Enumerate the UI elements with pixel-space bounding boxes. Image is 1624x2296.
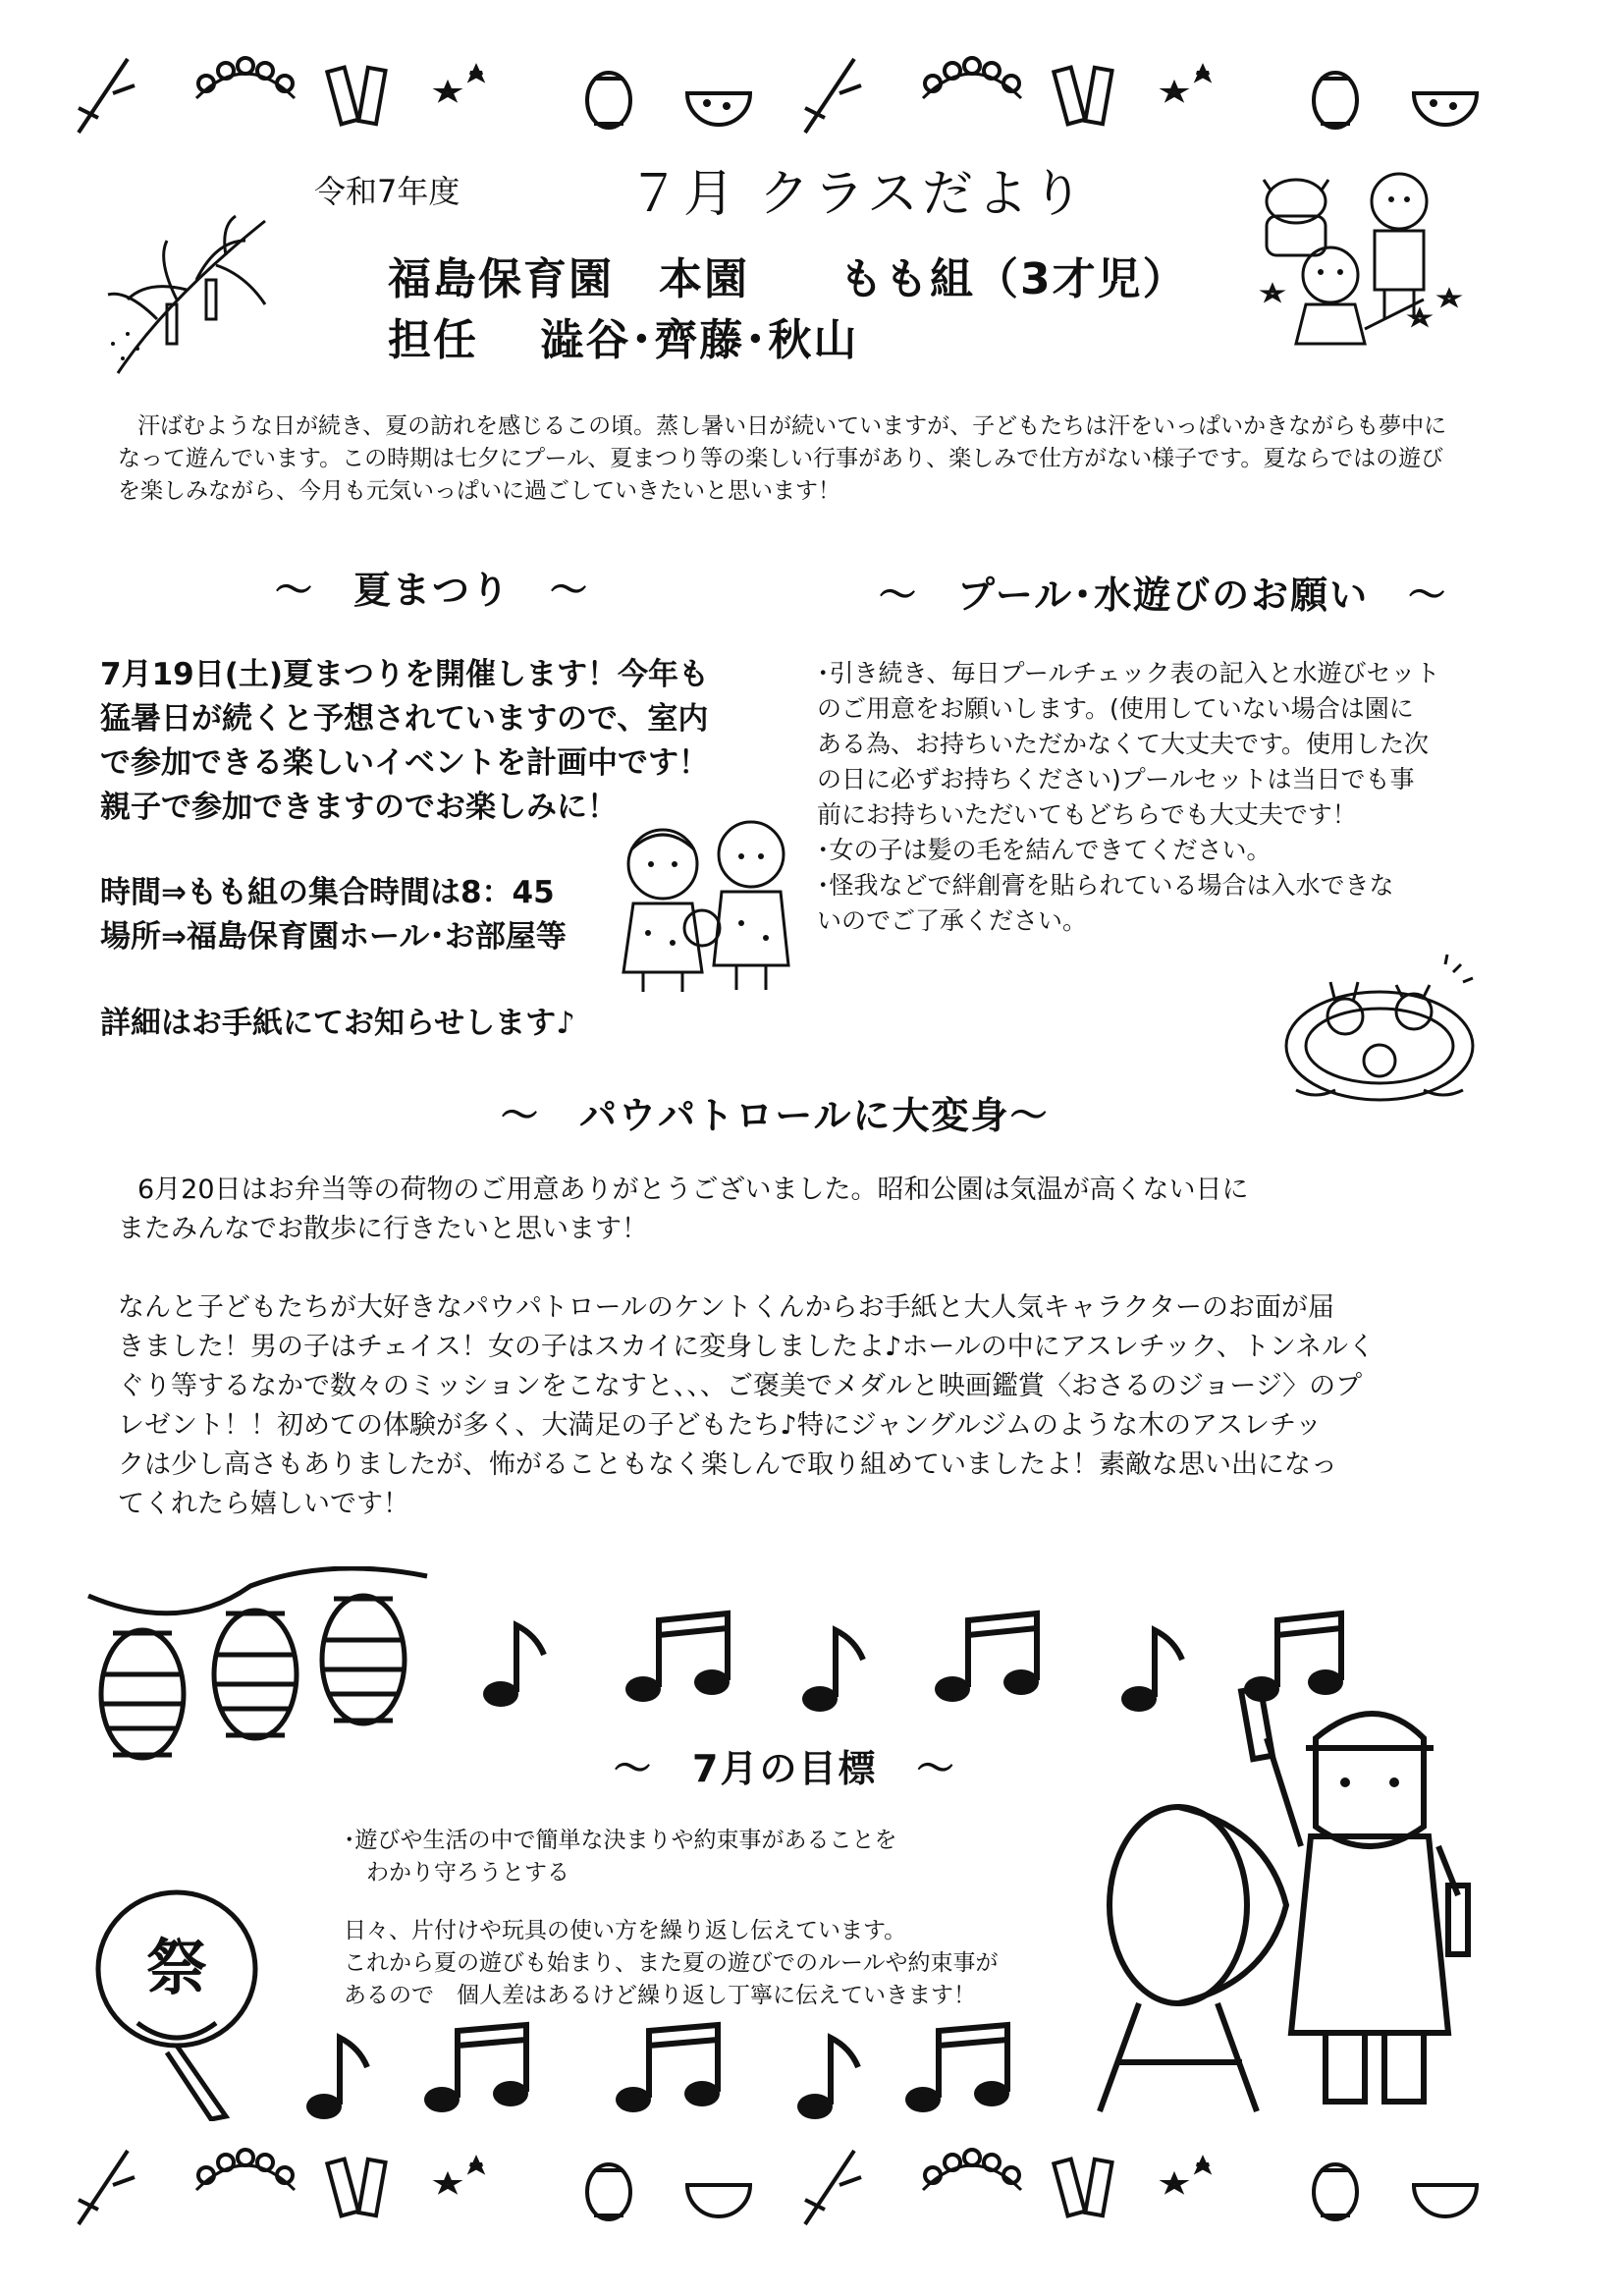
bottom-summer-border (59, 2131, 1512, 2239)
pool-heading: ～ プール･水遊びのお願い ～ (879, 574, 1448, 617)
top-summer-border (59, 39, 1512, 147)
page-title: ７月 クラスだより (628, 165, 1087, 224)
paw-line: ぐり等するなかで数々のミッションをこなすと、、、ご褒美でメダルと映画鑑賞〈おさるのジョージ〉のプ (118, 1371, 1363, 1401)
music-note-icon (424, 2025, 528, 2112)
summer-border-icon (59, 2131, 1512, 2239)
paw-line: クは少し高さもありましたが、怖がることもなく楽しんで取り組めていましたよ！素敵な思い出になっ (118, 1449, 1337, 1480)
pool-animals-icon (1276, 953, 1483, 1115)
fan-label: 祭 (145, 1932, 208, 2003)
paw-line: なんと子どもたちが大好きなパウパトロールのケントくんからお手紙と大人気キャラクターのお面が届 (118, 1292, 1335, 1323)
festival-time: 時間⇒もも組の集合時間は8：45 (100, 875, 555, 910)
paw-line: きました！男の子はチェイス！女の子はスカイに変身しましたよ♪ホールの中にアスレチック、トンネルく (118, 1332, 1376, 1362)
pool-line: ･怪我などで絆創膏を貼られている場合は入水できな (817, 871, 1394, 900)
goals-note (344, 1915, 1090, 2012)
pool-body (817, 656, 1504, 939)
summer-border-icon (59, 39, 1512, 147)
music-notes-bottom (295, 2003, 1060, 2131)
summer-festival-body (100, 653, 768, 830)
pool-line: いのでご了承ください。 (817, 906, 1088, 935)
music-note-icon (905, 2025, 1009, 2112)
music-note-icon (625, 1613, 730, 1702)
teacher-line: 担任 澁谷･齊藤･秋山 (388, 315, 859, 365)
goal-note-line: これから夏の遊びも始まり、また夏の遊びでのルールや約束事が (344, 1950, 999, 1976)
music-note-icon (616, 2025, 720, 2112)
festival-place: 場所⇒福島保育園ホール･お部屋等 (100, 919, 567, 955)
festival-line: で参加できる楽しいイベントを計画中です！ (100, 745, 709, 781)
festival-line: 親子で参加できますのでお楽しみに！ (100, 790, 618, 825)
paw-line: レゼント！！初めての体験が多く、大満足の子どもたち♪特にジャングルジムのような木のアスレチッ (118, 1410, 1323, 1441)
summer-festival-heading: ～ 夏まつり ～ (275, 569, 590, 612)
lantern-garland-icon (83, 1566, 437, 1792)
goal-line: ･遊びや生活の中で簡単な決まりや約束事があることを (344, 1828, 897, 1853)
goal-line: わかり守ろうとする (344, 1860, 569, 1886)
pool-line: のご用意をお願いします。(使用していない場合は園に (817, 694, 1414, 723)
intro-paragraph: 汗ばむような日が続き、夏の訪れを感じるこの頃。蒸し暑い日が続いていますが、子どもたちは汗をいっぱいかきながらも夢中になって遊んでいます。この時期は七夕にプール、夏まつり等の楽しい行事があり、楽しみで仕方がない様子です。夏ならではの遊びを楽しみながら、今月も元気いっぱいに過ごしていきたいと思います！ (118, 413, 1447, 504)
fiscal-year: 令和7年度 (314, 173, 460, 210)
goal-note-line: 日々、片付けや玩具の使い方を繰り返し伝えています。 (344, 1918, 907, 1943)
taiko-drummer-icon (1060, 1679, 1502, 2131)
music-note-icon (935, 1613, 1039, 1702)
music-note-icon (306, 2038, 367, 2119)
orihime-hikoboshi-icon (1247, 162, 1473, 358)
goals-heading: ～ 7月の目標 ～ (614, 1747, 956, 1790)
paw-line: てくれたら嬉しいです！ (118, 1489, 409, 1519)
yukata-children-icon (604, 815, 820, 997)
pool-line: 前にお持ちいただいてもどちらでも大丈夫です！ (817, 800, 1357, 829)
festival-line: 7月19日(土)夏まつりを開催します！今年も (100, 657, 710, 692)
paw-patrol-para1 (118, 1171, 1492, 1249)
festival-line: 猛暑日が続くと予想されていますので、室内 (100, 701, 709, 737)
goals-list (344, 1825, 1051, 1889)
paw-line: またみんなでお散歩に行きたいと思います！ (118, 1214, 648, 1244)
pool-line: ある為、お持ちいただかなくて大丈夫です。使用した次 (817, 730, 1430, 758)
paw-patrol-para2 (118, 1288, 1512, 1524)
school-class-line: 福島保育園 本園 もも組（3才児） (388, 254, 1188, 304)
pool-line: ･女の子は髪の毛を結んできてください。 (817, 836, 1272, 864)
music-note-icon (802, 1630, 863, 1712)
festival-details: 詳細はお手紙にてお知らせします♪ (100, 1006, 575, 1041)
tanabata-bamboo-icon (98, 211, 295, 378)
music-note-icon (483, 1625, 544, 1707)
paw-line: 6月20日はお弁当等の荷物のご用意ありがとうございました。昭和公園は気温が高くない日に (137, 1175, 1249, 1205)
paw-patrol-heading: ～ パウパトロールに大変身～ (501, 1094, 1050, 1137)
music-note-icon (797, 2038, 858, 2119)
uchiwa-fan-icon (88, 1886, 275, 2121)
pool-line: ･引き続き、毎日プールチェック表の記入と水遊びセット (817, 659, 1440, 687)
pool-line: の日に必ずお持ちください)プールセットは当日でも事 (817, 765, 1415, 793)
goal-note-line: あるので 個人差はあるけど繰り返し丁寧に伝えていきます！ (344, 1983, 976, 2008)
